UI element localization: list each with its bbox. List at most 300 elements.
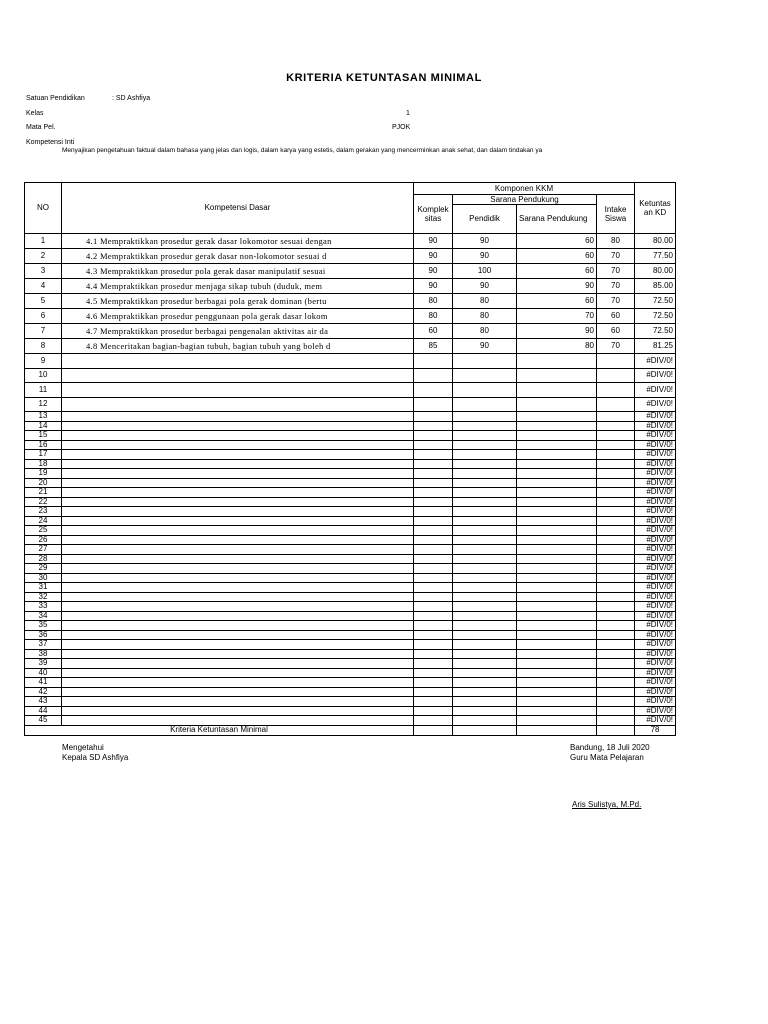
pendidik-cell: 90 — [453, 279, 517, 294]
kompetensi-dasar-cell — [62, 678, 414, 688]
kompleksitas-cell — [414, 526, 453, 536]
ketuntasan-cell: #DIV/0! — [635, 687, 676, 697]
pendidik-cell — [453, 592, 517, 602]
kompleksitas-cell — [414, 611, 453, 621]
kompetensi-dasar-cell — [62, 354, 414, 369]
sarana-pendukung-cell — [517, 668, 597, 678]
pendidik-cell — [453, 383, 517, 398]
table-row — [25, 383, 676, 398]
sarana-pendukung-cell — [517, 602, 597, 612]
row-number: 22 — [25, 497, 62, 507]
row-number: 3 — [25, 264, 62, 279]
table-row — [25, 678, 676, 688]
pendidik-cell — [453, 368, 517, 383]
table-row — [25, 573, 676, 583]
pendidik-cell — [453, 640, 517, 650]
pendidik-cell: 80 — [453, 294, 517, 309]
pendidik-cell — [453, 678, 517, 688]
intake-cell: 60 — [597, 309, 635, 324]
intake-cell — [597, 397, 635, 412]
kompleksitas-cell — [414, 554, 453, 564]
intake-cell: 60 — [597, 324, 635, 339]
ketuntasan-cell: 85.00 — [635, 279, 676, 294]
ketuntasan-cell: #DIV/0! — [635, 497, 676, 507]
total-row — [25, 725, 676, 735]
sarana-pendukung-cell: 60 — [517, 249, 597, 264]
kompetensi-dasar-cell — [62, 478, 414, 488]
kompetensi-dasar-cell — [62, 507, 414, 517]
mengetahui-label: Mengetahui — [62, 743, 104, 752]
kompleksitas-cell — [414, 640, 453, 650]
intake-cell — [597, 554, 635, 564]
row-number: 12 — [25, 397, 62, 412]
table-row — [25, 309, 676, 324]
intake-cell — [597, 611, 635, 621]
table-row — [25, 488, 676, 498]
kompetensi-dasar-cell — [62, 397, 414, 412]
intake-cell — [597, 573, 635, 583]
ketuntasan-cell: #DIV/0! — [635, 659, 676, 669]
kompetensi-dasar-cell — [62, 706, 414, 716]
kompleksitas-cell — [414, 583, 453, 593]
row-number: 27 — [25, 545, 62, 555]
intake-cell — [597, 630, 635, 640]
sarana-pendukung-cell — [517, 526, 597, 536]
table-row — [25, 264, 676, 279]
row-number: 10 — [25, 368, 62, 383]
kompleksitas-cell — [414, 716, 453, 726]
table-row — [25, 526, 676, 536]
pendidik-cell — [453, 459, 517, 469]
kompetensi-dasar-cell: 4.4 Mempraktikkan prosedur menjaga sikap tubuh (duduk, mem — [62, 279, 414, 294]
table-row — [25, 602, 676, 612]
ketuntasan-cell: 77.50 — [635, 249, 676, 264]
kompetensi-dasar-cell — [62, 621, 414, 631]
kompetensi-dasar-cell — [62, 516, 414, 526]
pendidik-cell — [453, 668, 517, 678]
intake-cell — [597, 564, 635, 574]
kompleksitas-cell — [414, 649, 453, 659]
ketuntasan-cell: #DIV/0! — [635, 697, 676, 707]
intake-cell: 70 — [597, 339, 635, 354]
sarana-pendukung-cell — [517, 440, 597, 450]
pendidik-cell — [453, 545, 517, 555]
ketuntasan-cell: 80.00 — [635, 234, 676, 249]
intake-cell — [597, 354, 635, 369]
table-row — [25, 440, 676, 450]
ketuntasan-cell: #DIV/0! — [635, 440, 676, 450]
pendidik-cell — [453, 611, 517, 621]
row-number: 32 — [25, 592, 62, 602]
pendidik-cell — [453, 497, 517, 507]
sarana-pendukung-cell — [517, 516, 597, 526]
kompetensi-dasar-cell — [62, 649, 414, 659]
table-row — [25, 592, 676, 602]
ketuntasan-cell: #DIV/0! — [635, 526, 676, 536]
pendidik-cell — [453, 450, 517, 460]
sarana-pendukung-cell — [517, 412, 597, 422]
table-row — [25, 564, 676, 574]
sarana-pendukung-cell — [517, 478, 597, 488]
table-row — [25, 234, 676, 249]
sarana-pendukung-cell: 80 — [517, 339, 597, 354]
row-number: 4 — [25, 279, 62, 294]
table-row — [25, 294, 676, 309]
pendidik-cell: 80 — [453, 324, 517, 339]
kompetensi-dasar-cell — [62, 630, 414, 640]
sarana-pendukung-cell — [517, 469, 597, 479]
pendidik-cell — [453, 706, 517, 716]
sarana-pendukung-cell — [517, 592, 597, 602]
kompetensi-dasar-cell — [62, 592, 414, 602]
row-number: 24 — [25, 516, 62, 526]
sarana-pendukung-cell — [517, 706, 597, 716]
table-row — [25, 354, 676, 369]
sarana-pendukung-cell — [517, 459, 597, 469]
sarana-pendukung-cell — [517, 507, 597, 517]
row-number: 40 — [25, 668, 62, 678]
pendidik-cell — [453, 535, 517, 545]
ketuntasan-cell: #DIV/0! — [635, 383, 676, 398]
pendidik-cell — [453, 573, 517, 583]
header-intake: Intake Siswa — [597, 195, 635, 234]
row-number: 14 — [25, 421, 62, 431]
pendidik-cell — [453, 554, 517, 564]
ketuntasan-cell: #DIV/0! — [635, 649, 676, 659]
ketuntasan-cell: 72.50 — [635, 294, 676, 309]
satuan-label: Satuan Pendidikan — [26, 95, 85, 102]
row-number: 45 — [25, 716, 62, 726]
intake-cell — [597, 368, 635, 383]
kompetensi-dasar-cell — [62, 431, 414, 441]
kelas-value: 1 — [406, 110, 410, 117]
intake-cell — [597, 535, 635, 545]
table-row — [25, 583, 676, 593]
intake-cell — [597, 421, 635, 431]
sarana-pendukung-cell: 90 — [517, 279, 597, 294]
table-row — [25, 324, 676, 339]
kompetensi-dasar-cell: 4.6 Mempraktikkan prosedur penggunaan pola gerak dasar lokom — [62, 309, 414, 324]
table-row — [25, 687, 676, 697]
header-kompetensi-dasar: Kompetensi Dasar — [62, 183, 414, 234]
kompleksitas-cell — [414, 592, 453, 602]
pendidik-cell — [453, 564, 517, 574]
table-row — [25, 706, 676, 716]
pendidik-cell — [453, 440, 517, 450]
kompetensi-dasar-cell: 4.2 Mempraktikkan prosedur gerak dasar non-lokomotor sesuai d — [62, 249, 414, 264]
kompleksitas-cell — [414, 678, 453, 688]
kompleksitas-cell: 90 — [414, 234, 453, 249]
sarana-pendukung-cell — [517, 535, 597, 545]
pendidik-cell — [453, 354, 517, 369]
pendidik-cell — [453, 649, 517, 659]
intake-cell: 70 — [597, 264, 635, 279]
sarana-pendukung-cell — [517, 421, 597, 431]
ketuntasan-cell: #DIV/0! — [635, 564, 676, 574]
kompleksitas-cell — [414, 706, 453, 716]
table-row — [25, 469, 676, 479]
teacher-name: Aris Sulistya, M.Pd. — [572, 800, 642, 809]
sarana-pendukung-cell — [517, 397, 597, 412]
kompleksitas-cell: 90 — [414, 249, 453, 264]
kompleksitas-cell: 90 — [414, 264, 453, 279]
header-pendidik: Pendidik — [453, 205, 517, 234]
kepala-sekolah-label: Kepala SD Ashfiya — [62, 753, 129, 762]
ketuntasan-cell: #DIV/0! — [635, 450, 676, 460]
kompleksitas-cell — [414, 687, 453, 697]
kompetensi-dasar-cell — [62, 459, 414, 469]
pendidik-cell — [453, 630, 517, 640]
sarana-pendukung-cell: 60 — [517, 234, 597, 249]
pendidik-cell — [453, 507, 517, 517]
kompetensi-dasar-cell — [62, 659, 414, 669]
ketuntasan-cell: #DIV/0! — [635, 507, 676, 517]
pendidik-cell — [453, 659, 517, 669]
row-number: 26 — [25, 535, 62, 545]
kompleksitas-cell — [414, 478, 453, 488]
kompleksitas-cell — [414, 630, 453, 640]
kompetensi-dasar-cell — [62, 535, 414, 545]
kompetensi-dasar-cell — [62, 668, 414, 678]
table-row — [25, 497, 676, 507]
row-number: 30 — [25, 573, 62, 583]
pendidik-cell: 90 — [453, 249, 517, 264]
kompleksitas-cell — [414, 602, 453, 612]
kompleksitas-cell — [414, 497, 453, 507]
table-row — [25, 431, 676, 441]
row-number: 31 — [25, 583, 62, 593]
table-row — [25, 339, 676, 354]
pendidik-cell — [453, 488, 517, 498]
kompetensi-dasar-cell — [62, 421, 414, 431]
kompleksitas-cell — [414, 545, 453, 555]
row-number: 1 — [25, 234, 62, 249]
kompleksitas-cell — [414, 507, 453, 517]
sarana-pendukung-cell — [517, 564, 597, 574]
kompetensi-dasar-cell — [62, 602, 414, 612]
intake-cell — [597, 659, 635, 669]
sarana-pendukung-cell — [517, 630, 597, 640]
table-body — [25, 234, 676, 736]
table-row — [25, 611, 676, 621]
sarana-pendukung-cell: 90 — [517, 324, 597, 339]
kompleksitas-cell — [414, 469, 453, 479]
intake-cell — [597, 516, 635, 526]
row-number: 6 — [25, 309, 62, 324]
ketuntasan-cell: #DIV/0! — [635, 459, 676, 469]
row-number: 17 — [25, 450, 62, 460]
kompleksitas-cell: 80 — [414, 309, 453, 324]
intake-cell — [597, 526, 635, 536]
pendidik-cell — [453, 583, 517, 593]
total-empty-cell — [517, 725, 597, 735]
pendidik-cell — [453, 412, 517, 422]
intake-cell — [597, 412, 635, 422]
ketuntasan-cell: #DIV/0! — [635, 488, 676, 498]
table-row — [25, 397, 676, 412]
intake-cell — [597, 668, 635, 678]
row-number: 2 — [25, 249, 62, 264]
kompetensi-dasar-cell — [62, 554, 414, 564]
row-number: 9 — [25, 354, 62, 369]
ketuntasan-cell: #DIV/0! — [635, 431, 676, 441]
ketuntasan-cell: 72.50 — [635, 309, 676, 324]
kompetensi-dasar-cell — [62, 573, 414, 583]
kompleksitas-cell: 85 — [414, 339, 453, 354]
kompetensi-dasar-cell — [62, 488, 414, 498]
kompetensi-dasar-cell — [62, 368, 414, 383]
intake-cell: 70 — [597, 279, 635, 294]
ketuntasan-cell: #DIV/0! — [635, 573, 676, 583]
intake-cell — [597, 507, 635, 517]
table-row — [25, 535, 676, 545]
table-row — [25, 640, 676, 650]
sarana-pendukung-cell — [517, 611, 597, 621]
ketuntasan-cell: #DIV/0! — [635, 421, 676, 431]
ketuntasan-cell: #DIV/0! — [635, 668, 676, 678]
row-number: 42 — [25, 687, 62, 697]
kompetensi-dasar-cell — [62, 545, 414, 555]
pendidik-cell: 80 — [453, 309, 517, 324]
table-row — [25, 421, 676, 431]
intake-cell — [597, 545, 635, 555]
intake-cell: 70 — [597, 294, 635, 309]
sarana-pendukung-cell — [517, 573, 597, 583]
ketuntasan-cell: #DIV/0! — [635, 640, 676, 650]
table-row — [25, 412, 676, 422]
kompetensi-dasar-cell: 4.3 Mempraktikkan prosedur pola gerak dasar manipulatif sesuai — [62, 264, 414, 279]
pendidik-cell — [453, 478, 517, 488]
table-row — [25, 554, 676, 564]
kompetensi-dasar-cell: 4.8 Menceritakan bagian-bagian tubuh, bagian tubuh yang boleh d — [62, 339, 414, 354]
ketuntasan-cell: #DIV/0! — [635, 412, 676, 422]
ketuntasan-cell: #DIV/0! — [635, 630, 676, 640]
kompetensi-dasar-cell — [62, 497, 414, 507]
row-number: 7 — [25, 324, 62, 339]
table-row — [25, 668, 676, 678]
pendidik-cell — [453, 602, 517, 612]
kompleksitas-cell — [414, 459, 453, 469]
ki-text: Menyajikan pengetahuan faktual dalam bahasa yang jelas dan logis, dalam karya yang estetis, dalam gerakan yang mencerminkan anak sehat, dan dalam tindakan ya — [62, 147, 543, 154]
ketuntasan-cell: #DIV/0! — [635, 716, 676, 726]
total-empty-cell — [453, 725, 517, 735]
intake-cell — [597, 687, 635, 697]
row-number: 29 — [25, 564, 62, 574]
row-number: 33 — [25, 602, 62, 612]
row-number: 15 — [25, 431, 62, 441]
sarana-pendukung-cell — [517, 649, 597, 659]
pendidik-cell — [453, 397, 517, 412]
ketuntasan-cell: #DIV/0! — [635, 621, 676, 631]
kompetensi-dasar-cell — [62, 583, 414, 593]
intake-cell — [597, 640, 635, 650]
table-row — [25, 545, 676, 555]
row-number: 25 — [25, 526, 62, 536]
sarana-pendukung-cell — [517, 687, 597, 697]
row-number: 38 — [25, 649, 62, 659]
pendidik-cell — [453, 526, 517, 536]
mapel-label: Mata Pel. — [26, 124, 56, 131]
kompleksitas-cell — [414, 621, 453, 631]
intake-cell — [597, 478, 635, 488]
header-kompleksitas: Komplek sitas — [414, 195, 453, 234]
intake-cell — [597, 450, 635, 460]
intake-cell: 80 — [597, 234, 635, 249]
sarana-pendukung-cell — [517, 640, 597, 650]
pendidik-cell — [453, 421, 517, 431]
intake-cell — [597, 383, 635, 398]
page-title: KRITERIA KETUNTASAN MINIMAL — [286, 72, 482, 84]
row-number: 28 — [25, 554, 62, 564]
ketuntasan-cell: #DIV/0! — [635, 516, 676, 526]
pendidik-cell — [453, 431, 517, 441]
row-number: 21 — [25, 488, 62, 498]
table-row — [25, 621, 676, 631]
row-number: 41 — [25, 678, 62, 688]
sarana-pendukung-cell — [517, 431, 597, 441]
kompleksitas-cell — [414, 412, 453, 422]
ketuntasan-cell: #DIV/0! — [635, 583, 676, 593]
pendidik-cell — [453, 716, 517, 726]
guru-label: Guru Mata Pelajaran — [570, 753, 644, 762]
table-row — [25, 478, 676, 488]
sarana-pendukung-cell — [517, 368, 597, 383]
ketuntasan-cell: 80.00 — [635, 264, 676, 279]
intake-cell — [597, 621, 635, 631]
header-ketuntasan: Ketuntas an KD — [635, 183, 676, 234]
row-number: 5 — [25, 294, 62, 309]
kompleksitas-cell — [414, 450, 453, 460]
row-number: 11 — [25, 383, 62, 398]
intake-cell — [597, 488, 635, 498]
table-row — [25, 697, 676, 707]
kompetensi-dasar-cell — [62, 687, 414, 697]
intake-cell — [597, 706, 635, 716]
kompleksitas-cell — [414, 431, 453, 441]
sarana-pendukung-cell: 70 — [517, 309, 597, 324]
sarana-pendukung-cell — [517, 583, 597, 593]
intake-cell — [597, 678, 635, 688]
table-row — [25, 459, 676, 469]
intake-cell — [597, 649, 635, 659]
sarana-pendukung-cell — [517, 450, 597, 460]
total-value: 78 — [635, 725, 676, 735]
row-number: 39 — [25, 659, 62, 669]
kompleksitas-cell — [414, 421, 453, 431]
table-row — [25, 279, 676, 294]
row-number: 20 — [25, 478, 62, 488]
place-date: Bandung, 18 Juli 2020 — [570, 743, 650, 752]
row-number: 34 — [25, 611, 62, 621]
sarana-pendukung-cell — [517, 383, 597, 398]
table-row — [25, 450, 676, 460]
pendidik-cell: 90 — [453, 234, 517, 249]
intake-cell — [597, 440, 635, 450]
table-row — [25, 516, 676, 526]
pendidik-cell: 90 — [453, 339, 517, 354]
row-number: 18 — [25, 459, 62, 469]
row-number: 23 — [25, 507, 62, 517]
kkm-table — [24, 182, 676, 736]
satuan-value: : SD Ashfiya — [112, 95, 151, 102]
table-row — [25, 659, 676, 669]
intake-cell — [597, 469, 635, 479]
ketuntasan-cell: #DIV/0! — [635, 706, 676, 716]
intake-cell — [597, 431, 635, 441]
sarana-pendukung-cell — [517, 716, 597, 726]
ketuntasan-cell: #DIV/0! — [635, 602, 676, 612]
row-number: 16 — [25, 440, 62, 450]
